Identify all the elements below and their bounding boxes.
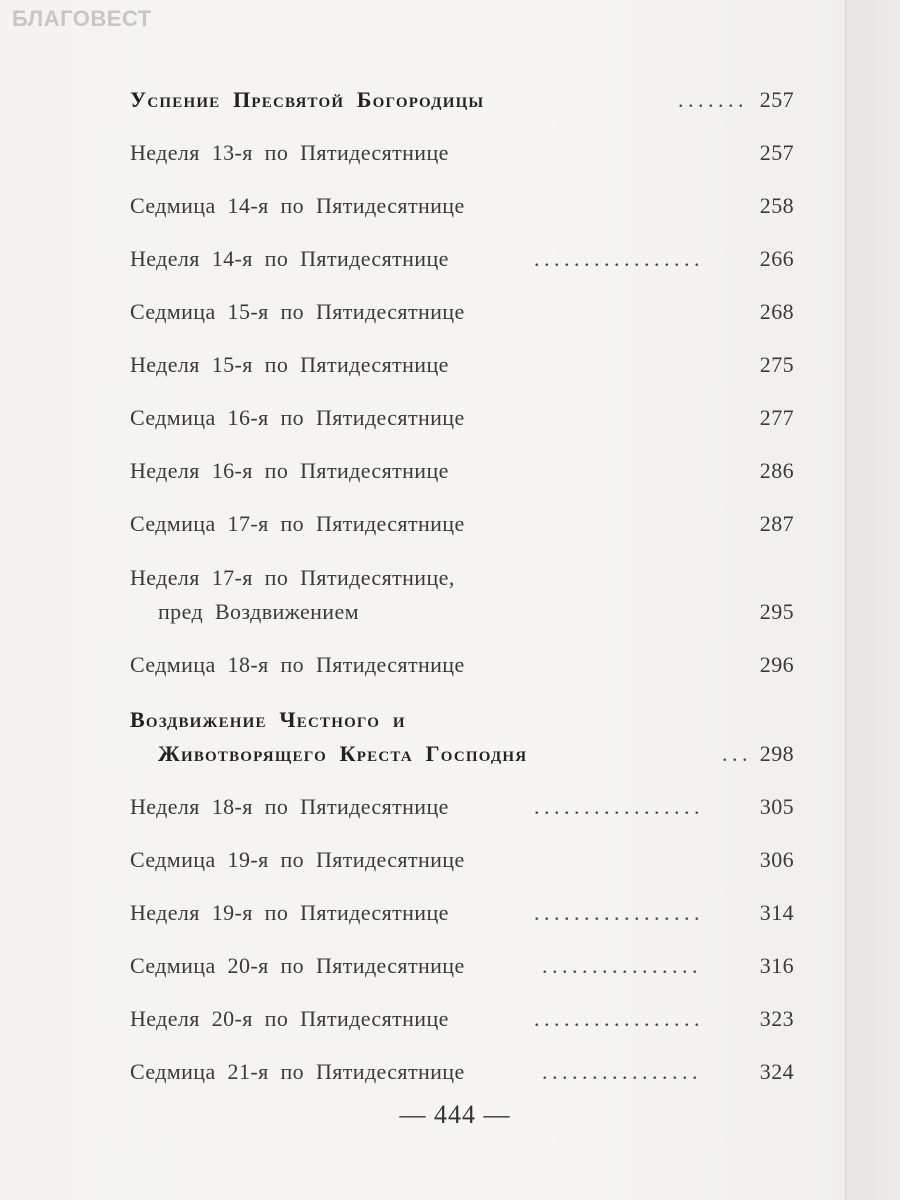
leader-dots: ................. (534, 246, 704, 271)
toc-entry (130, 954, 794, 978)
toc-entry (130, 194, 794, 218)
leader-dots: ................. (534, 1006, 704, 1031)
toc-entry-title: Седмица 20-я по Пятидесятнице (130, 953, 465, 978)
leader-dots: ................. (534, 900, 704, 925)
leader-dots: ................ (542, 1059, 702, 1084)
toc-entry (130, 1007, 794, 1031)
toc-entry (130, 512, 794, 536)
page-number: — 444 — (399, 1100, 511, 1129)
toc-entry (130, 353, 794, 377)
toc-entry-title: Неделя 19-я по Пятидесятнице (130, 900, 449, 925)
toc-entry-page: 268 (759, 299, 794, 324)
toc-entry-page: 324 (759, 1059, 794, 1084)
toc-entry (130, 459, 794, 483)
toc-entry-continuation (130, 742, 794, 766)
toc-entry-page: 266 (759, 246, 794, 271)
toc-entry-title: Успение Пресвятой Богородицы (130, 87, 485, 112)
toc-entry-title: Неделя 17-я по Пятидесятнице, (130, 565, 455, 590)
toc-entry (130, 406, 794, 430)
toc-entry-page: 316 (759, 953, 794, 978)
toc-entry (130, 141, 794, 165)
toc-entry-page: 258 (759, 193, 794, 218)
toc-entry-title: Неделя 15-я по Пятидесятнице (130, 352, 449, 377)
toc-entry-title: Седмица 16-я по Пятидесятнице (130, 405, 465, 430)
toc-entry-title: Неделя 14-я по Пятидесятнице (130, 246, 449, 271)
toc-entry (130, 247, 794, 271)
toc-entry-page: 277 (759, 405, 794, 430)
toc-entry-title: Седмица 19-я по Пятидесятнице (130, 847, 465, 872)
toc-entry-page: 296 (759, 652, 794, 677)
toc-entry-page: 314 (759, 900, 794, 925)
toc-entry-title: Седмица 14-я по Пятидесятнице (130, 193, 465, 218)
toc-entry-page: 295 (759, 599, 794, 624)
toc-entry (130, 88, 794, 112)
toc-entry (130, 300, 794, 324)
toc-entry-page: 323 (759, 1006, 794, 1031)
toc-entry (130, 901, 794, 925)
toc-entry (130, 653, 794, 677)
toc-entry-page: 287 (759, 511, 794, 536)
toc-entry-title: Седмица 18-я по Пятидесятнице (130, 652, 465, 677)
toc-entry-title: Неделя 18-я по Пятидесятнице (130, 794, 449, 819)
toc-entry-title: Неделя 16-я по Пятидесятнице (130, 458, 449, 483)
toc-entry-page: 298 (759, 741, 794, 766)
toc-entry-title-line2: пред Воздвижением (158, 599, 359, 624)
toc-entry (130, 1060, 794, 1084)
toc-entry-title: Седмица 15-я по Пятидесятнице (130, 299, 465, 324)
toc-entry (130, 848, 794, 872)
toc-entry-title: Седмица 21-я по Пятидесятнице (130, 1059, 465, 1084)
toc-entry (130, 795, 794, 819)
toc-entry-page: 257 (759, 140, 794, 165)
toc-entry-title: Неделя 13-я по Пятидесятнице (130, 140, 449, 165)
toc-entry-title-line2: Животворящего Креста Господня (158, 741, 528, 766)
watermark-logo: БЛАГОВЕСТ (12, 6, 152, 31)
toc-entry-page: 257 (759, 87, 794, 112)
toc-entry-title: Седмица 17-я по Пятидесятнице (130, 511, 465, 536)
toc-entry-page: 275 (759, 352, 794, 377)
toc-entry-page: 286 (759, 458, 794, 483)
toc-entry (130, 566, 794, 590)
toc-entry-title: Неделя 20-я по Пятидесятнице (130, 1006, 449, 1031)
toc-entry-continuation (130, 600, 794, 624)
leader-dots: ....... (678, 87, 748, 112)
leader-dots: ... (722, 741, 752, 766)
toc-entry (130, 708, 794, 732)
toc-entry-page: 305 (759, 794, 794, 819)
leader-dots: ................ (542, 953, 702, 978)
leader-dots: ................. (534, 794, 704, 819)
toc-entry-page: 306 (759, 847, 794, 872)
toc-entry-title: Воздвижение Честного и (130, 707, 406, 732)
